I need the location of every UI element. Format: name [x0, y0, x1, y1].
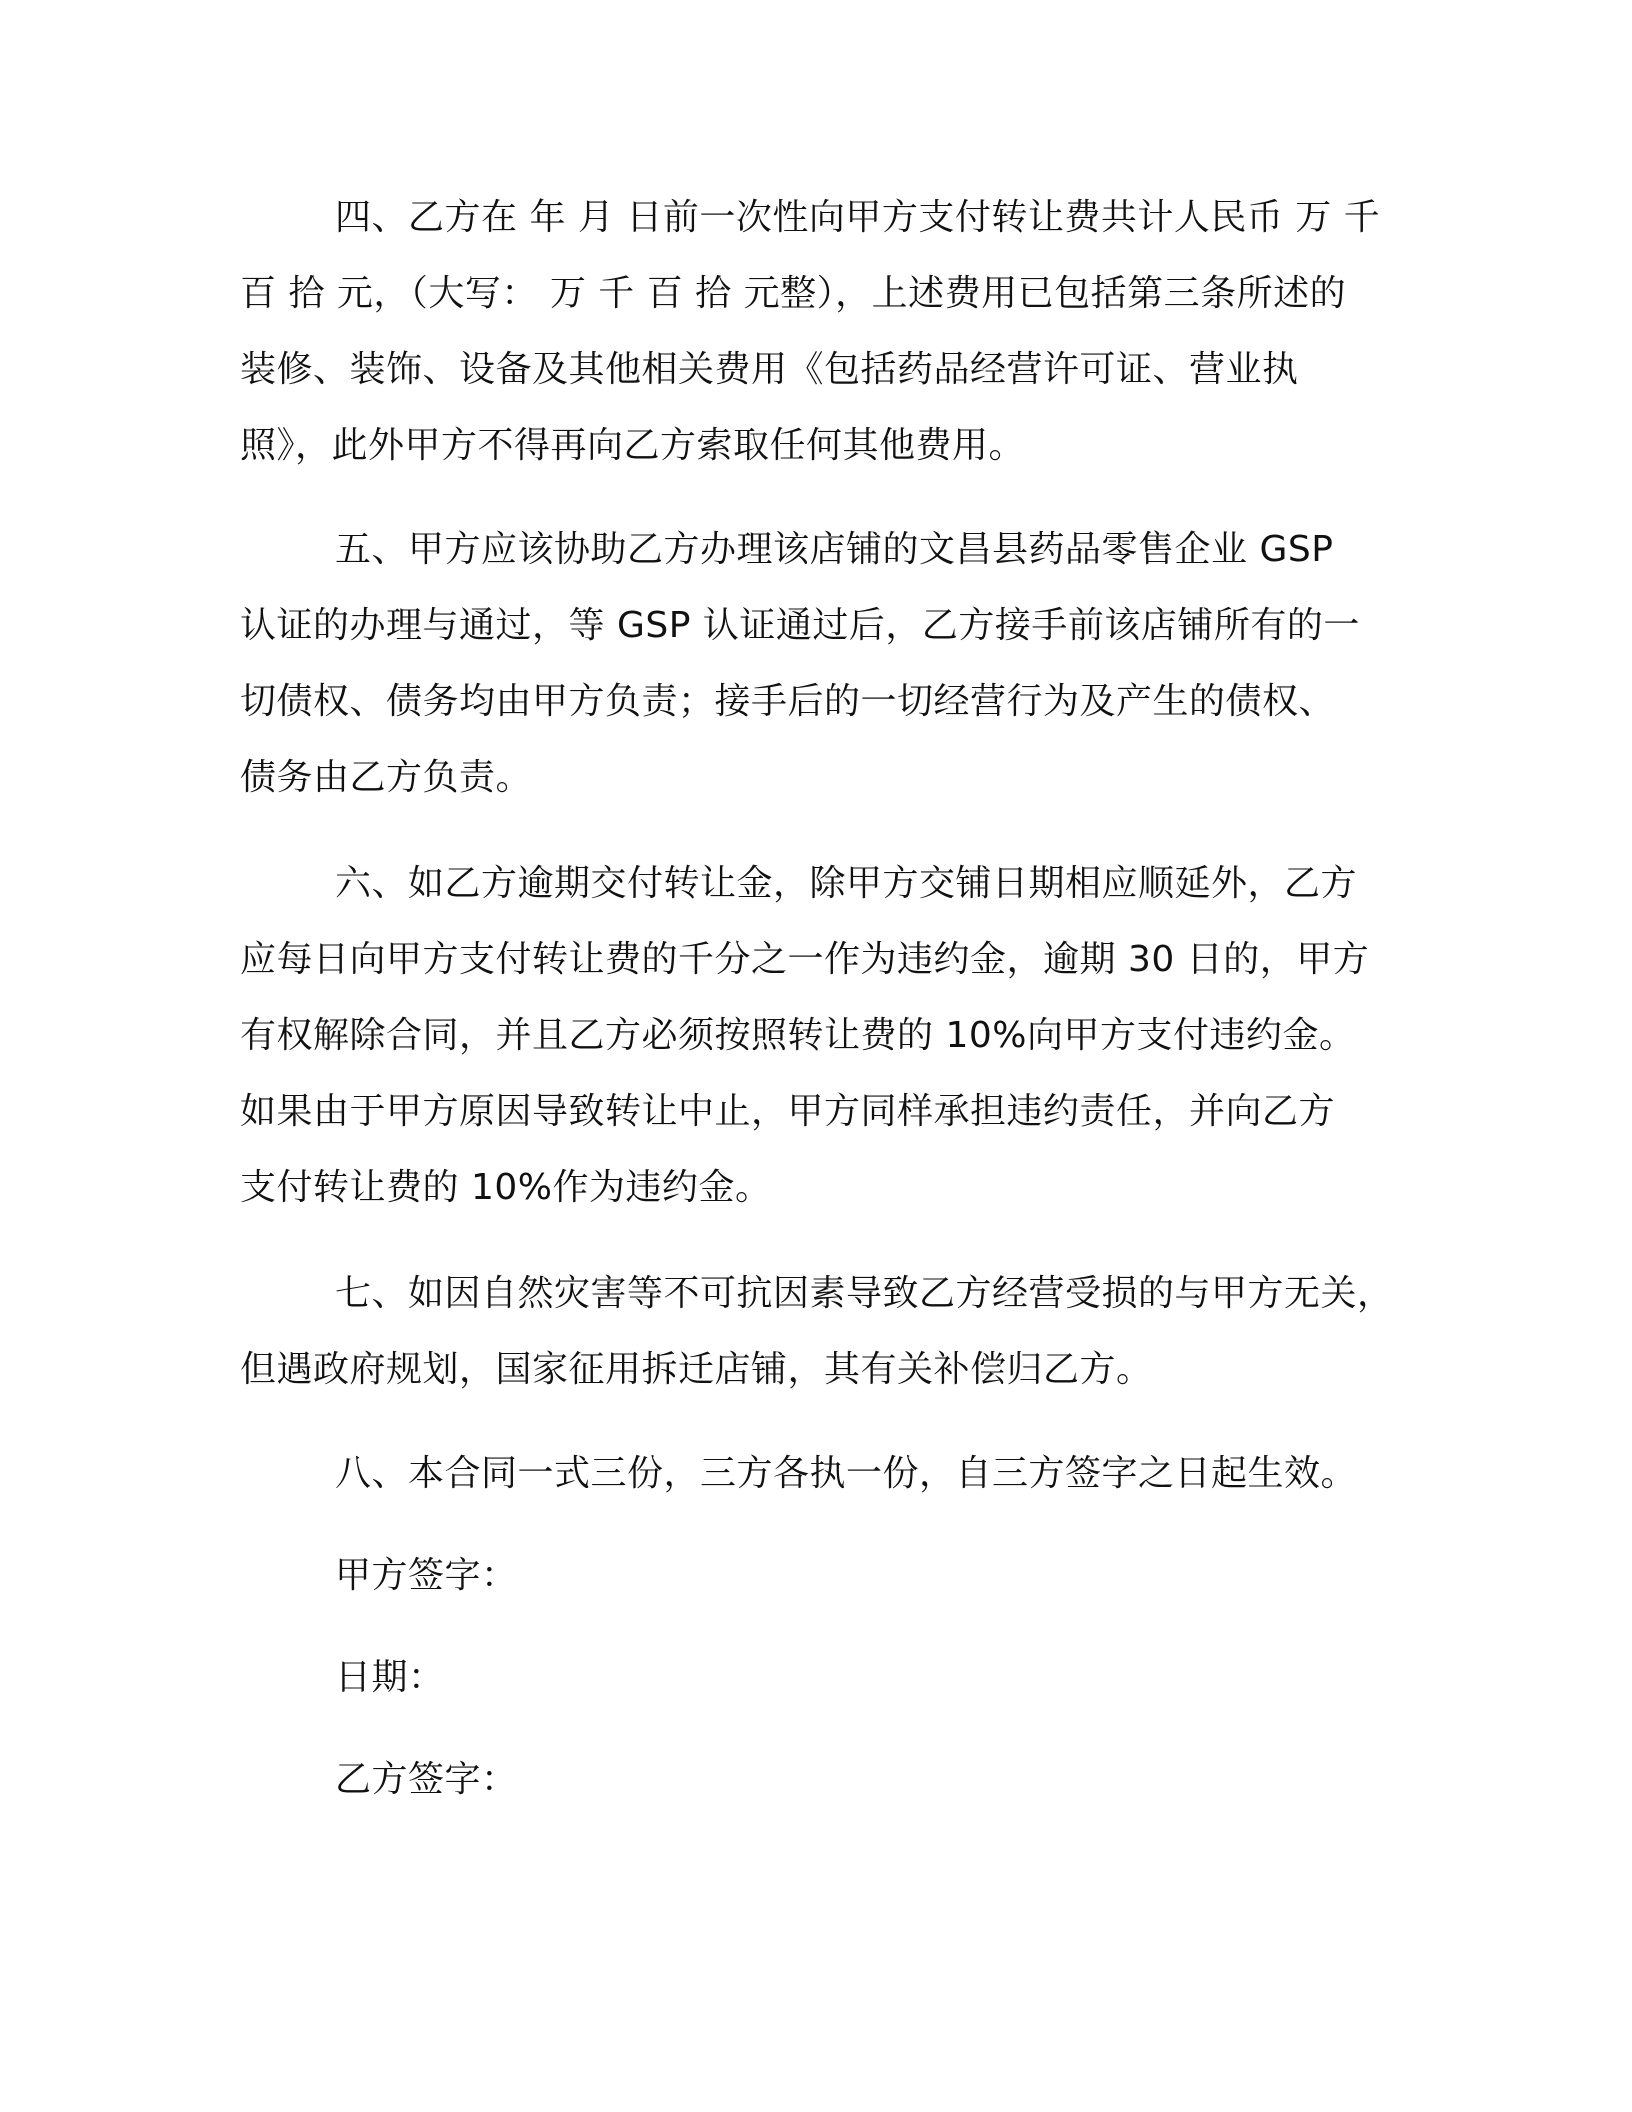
clause-6-line-1: 六、如乙方逾期交付转让金，除甲方交铺日期相应顺延外，乙方 — [335, 863, 1358, 904]
clause-5-line-1: 五、甲方应该协助乙方办理该店铺的文昌县药品零售企业 GSP — [335, 529, 1334, 570]
clause-4-line-2: 百 拾 元，（大写： 万 千 百 拾 元整），上述费用已包括第三条所述的 — [240, 273, 1347, 314]
clause-4-line-1: 四、乙方在 年 月 日前一次性向甲方支付转让费共计人民币 万 千 — [335, 197, 1381, 238]
party-b-signature-label: 乙方签字： — [335, 1759, 518, 1800]
clause-5-line-4: 债务由乙方负责。 — [240, 757, 533, 798]
clause-6-line-2: 应每日向甲方支付转让费的千分之一作为违约金，逾期 30 日的，甲方 — [240, 939, 1370, 980]
clause-7-line-1: 七、如因自然灾害等不可抗因素导致乙方经营受损的与甲方无关， — [335, 1273, 1394, 1314]
party-a-signature-label: 甲方签字： — [335, 1555, 518, 1596]
clause-6-line-3: 有权解除合同，并且乙方必须按照转让费的 10%向甲方支付违约金。 — [240, 1015, 1356, 1056]
clause-6-line-4: 如果由于甲方原因导致转让中止，甲方同样承担违约责任，并向乙方 — [240, 1091, 1336, 1132]
clause-5-line-2: 认证的办理与通过，等 GSP 认证通过后，乙方接手前该店铺所有的一 — [240, 605, 1360, 646]
clause-4-line-3: 装修、装饰、设备及其他相关费用《包括药品经营许可证、营业执 — [240, 349, 1299, 390]
clause-7-line-2: 但遇政府规划，国家征用拆迁店铺，其有关补偿归乙方。 — [240, 1349, 1153, 1390]
clause-5-line-3: 切债权、债务均由甲方负责；接手后的一切经营行为及产生的债权、 — [240, 681, 1336, 722]
clause-6-line-5: 支付转让费的 10%作为违约金。 — [240, 1167, 772, 1208]
clause-4-line-4: 照》，此外甲方不得再向乙方索取任何其他费用。 — [240, 425, 1026, 466]
date-label: 日期： — [335, 1657, 445, 1698]
clause-8-line-1: 八、本合同一式三份，三方各执一份，自三方签字之日起生效。 — [335, 1453, 1358, 1494]
